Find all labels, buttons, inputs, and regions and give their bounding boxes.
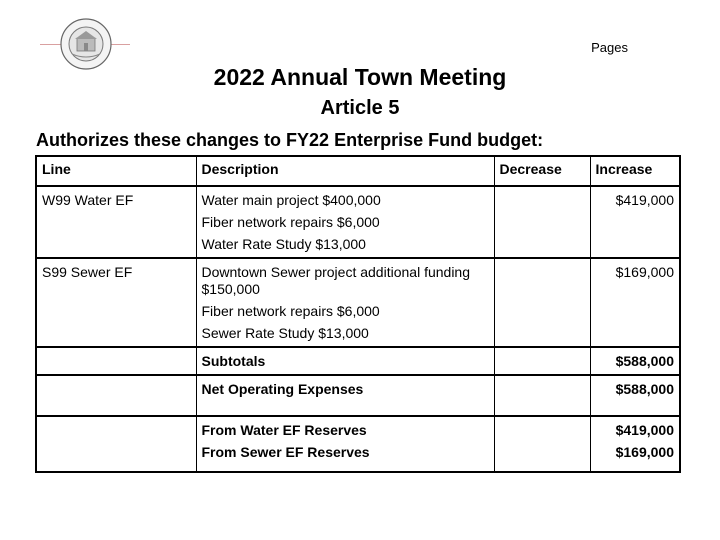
net-operating-label: Net Operating Expenses [196, 375, 494, 416]
subtotals-row [36, 347, 680, 375]
page-title: 2022 Annual Town Meeting [213, 64, 507, 90]
cell-empty [494, 416, 590, 472]
reserve-value: $419,000 [615, 422, 674, 438]
column-header-line: Line [36, 156, 196, 186]
subtotals-label: Subtotals [196, 347, 494, 375]
column-header-description: Description [196, 156, 494, 186]
seal-divider-left [40, 44, 62, 45]
net-operating-row [36, 375, 680, 416]
reserves-row [36, 416, 680, 472]
cell-decrease [494, 258, 590, 347]
table-header-row [36, 156, 680, 186]
description-item: Water Rate Study $13,000 [201, 236, 366, 252]
table-row [36, 186, 680, 258]
cell-empty [36, 416, 196, 472]
cell-empty [494, 375, 590, 416]
net-operating-value: $588,000 [590, 375, 680, 416]
reserve-label: From Sewer EF Reserves [201, 444, 370, 460]
cell-decrease [494, 186, 590, 258]
town-seal-icon [60, 18, 112, 70]
reserve-value: $169,000 [615, 444, 674, 460]
column-header-increase: Increase [590, 156, 680, 186]
cell-increase: $169,000 [590, 258, 680, 347]
cell-line: W99 Water EF [36, 186, 196, 258]
table-row [36, 258, 680, 347]
description-item: Water main project $400,000 [201, 192, 381, 208]
description-item: Downtown Sewer project additional funding $150,000 [201, 264, 470, 297]
town-seal [40, 18, 130, 70]
cell-empty [36, 347, 196, 375]
cell-description [196, 258, 494, 347]
description-item: Sewer Rate Study $13,000 [201, 325, 369, 341]
reserves-labels [196, 416, 494, 472]
section-heading: Authorizes these changes to FY22 Enterprise Fund budget: [36, 130, 544, 150]
cell-empty [494, 347, 590, 375]
pages-label: Pages [591, 40, 628, 55]
cell-description [196, 186, 494, 258]
budget-table [35, 155, 681, 473]
cell-empty [36, 375, 196, 416]
column-header-decrease: Decrease [494, 156, 590, 186]
description-item: Fiber network repairs $6,000 [201, 214, 380, 230]
reserve-label: From Water EF Reserves [201, 422, 367, 438]
cell-increase: $419,000 [590, 186, 680, 258]
description-item: Fiber network repairs $6,000 [201, 303, 380, 319]
page-subtitle: Article 5 [320, 97, 400, 119]
cell-line: S99 Sewer EF [36, 258, 196, 347]
subtotals-value: $588,000 [590, 347, 680, 375]
reserves-values [590, 416, 680, 472]
